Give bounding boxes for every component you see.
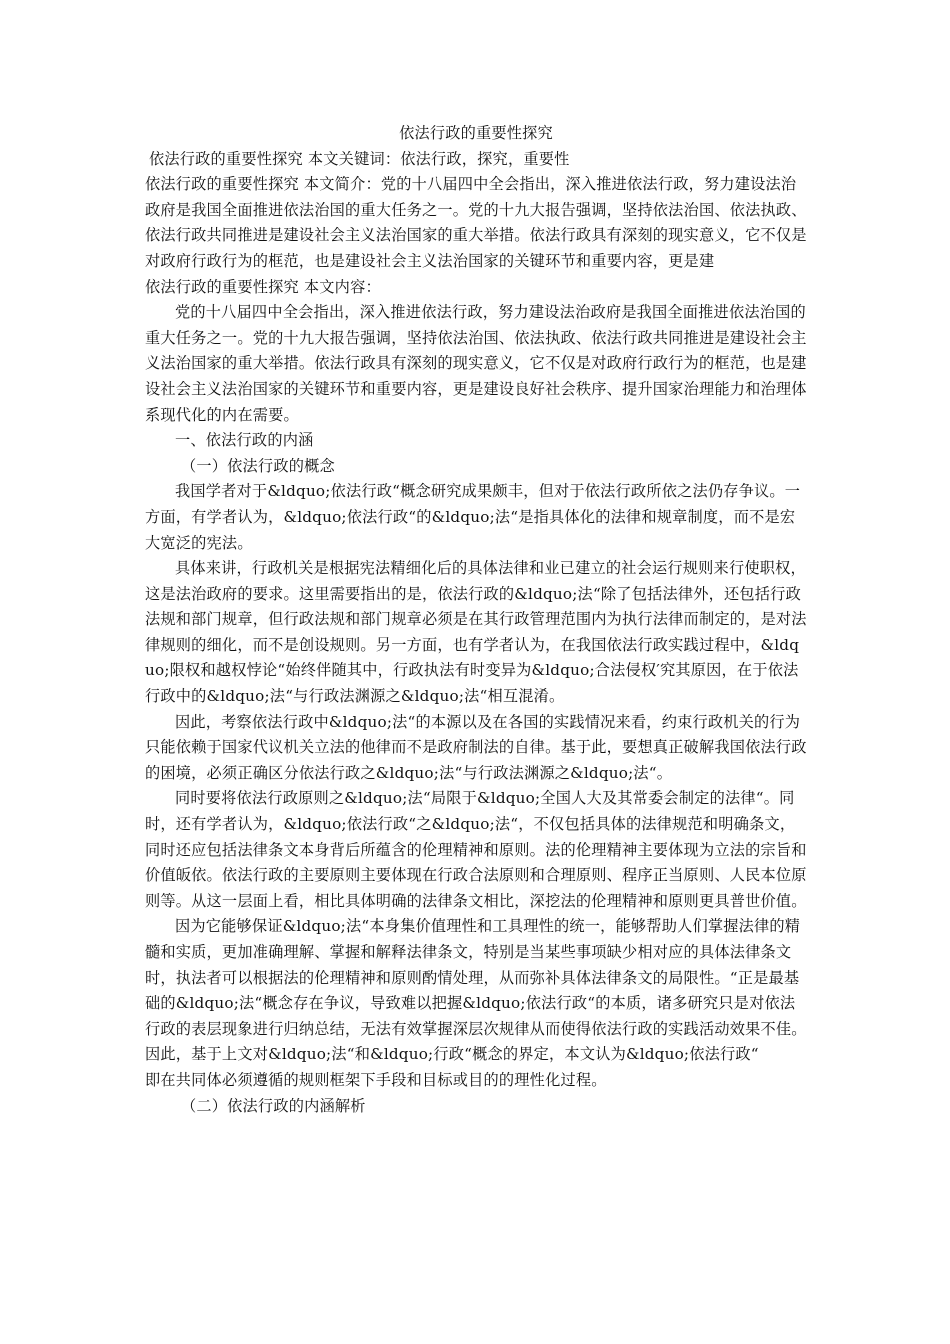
content-label: 依法行政的重要性探究 本文内容：	[145, 277, 381, 296]
summary-line: 依法行政的重要性探究 本文简介：党的十八届四中全会指出，深入推进依法行政，努力建设法治政府是我国全面推进依法治国的重大任务之一。党的十九大报告强调，坚持依法治国、依法执政、依法行政共同推进是建设社会主义法治国家的重大举措。依法行政具有深刻的现实意义，它不仅是对政府行政行为的框范，也是建设社会主义法治国家的关键环节和重要内容，更是建	[145, 175, 807, 270]
document-title: 依法行政的重要性探究	[399, 124, 553, 142]
paragraph-2: 我国学者对于&ldquo;依法行政“概念研究成果颇丰，但对于依法行政所依之法仍存争议。一方面，有学者认为，&ldquo;依法行政“的&ldquo;法“是指具体化的法律和规章制度，而不是宏大宽泛的宪法。	[145, 482, 801, 552]
paragraph-6: 因为它能够保证&ldquo;法“本身集价值理性和工具理性的统一，能够帮助人们掌握法律的精髓和实质，更加准确理解、掌握和解释法律条文，特别是当某些事项缺少相对应的具体法律条文时，执法者可以根据法的伦理精神和原则酌情处理，从而弥补具体法律条文的局限性。“正是最基础的&ldquo;法“概念存在争议，导致难以把握&ldquo;依法行政“的本质，诸多研究只是对依法行政的表层现象进行归纳总结，无法有效掌握深层次规律从而使得依法行政的实践活动效果不佳。因此，基于上文对&ldquo;法“和&ldquo;行政“概念的界定，本文认为&ldquo;依法行政“	[145, 917, 807, 1064]
paragraph-7: 即在共同体必须遵循的规则框架下手段和目标或目的的理性化过程。	[145, 1070, 607, 1089]
paragraph-3: 具体来讲，行政机关是根据宪法精细化后的具体法律和业已建立的社会运行规则来行使职权，这是法治政府的要求。这里需要指出的是，依法行政的&ldquo;法“除了包括法律外，还包括行政法规和部门规章，但行政法规和部门规章必须是在其行政管理范围内为执行法律而制定的，是对法律规则的细化，而不是创设规则。另一方面，也有学者认为，在我国依法行政实践过程中，&ldquo;限权和越权悖论“始终伴随其中，行政执法有时变异为&ldquo;合法侵权′究其原因，在于依法行政中的&ldquo;法“与行政法渊源之&ldquo;法“相互混淆。	[145, 559, 807, 706]
paragraph-4: 因此，考察依法行政中&ldquo;法“的本源以及在各国的实践情况来看，约束行政机关的行为只能依赖于国家代议机关立法的他律而不是政府制法的自律。基于此，要想真正破解我国依法行政的困境，必须正确区分依法行政之&ldquo;法“与行政法渊源之&ldquo;法“。	[145, 712, 807, 782]
subsection-heading-1: （一）依法行政的概念	[181, 456, 335, 475]
document-body	[145, 121, 807, 1119]
keywords-line: 依法行政的重要性探究 本文关键词：依法行政，探究，重要性	[149, 149, 570, 168]
paragraph-1: 党的十八届四中全会指出，深入推进依法行政，努力建设法治政府是我国全面推进依法治国的重大任务之一。党的十九大报告强调，坚持依法治国、依法执政、依法行政共同推进是建设社会主义法治国家的重大举措。依法行政具有深刻的现实意义，它不仅是对政府行政行为的框范，也是建设社会主义法治国家的关键环节和重要内容，更是建设良好社会秩序、提升国家治理能力和治理体系现代化的内在需要。	[145, 303, 807, 424]
subsection-heading-2: （二）依法行政的内涵解析	[181, 1096, 366, 1115]
section-heading-1: 一、依法行政的内涵	[175, 431, 314, 450]
paragraph-5: 同时要将依法行政原则之&ldquo;法“局限于&ldquo;全国人大及其常委会制定的法律“。同时，还有学者认为，&ldquo;依法行政“之&ldquo;法“，不仅包括具体的法律规范和明确条文，同时还应包括法律条文本身背后所蕴含的伦理精神和原则。法的伦理精神主要体现为立法的宗旨和价值皈依。依法行政的主要原则主要体现在行政合法原则和合理原则、程序正当原则、人民本位原则等。从这一层面上看，相比具体明确的法律条文相比，深挖法的伦理精神和原则更具普世价值。	[145, 789, 807, 910]
